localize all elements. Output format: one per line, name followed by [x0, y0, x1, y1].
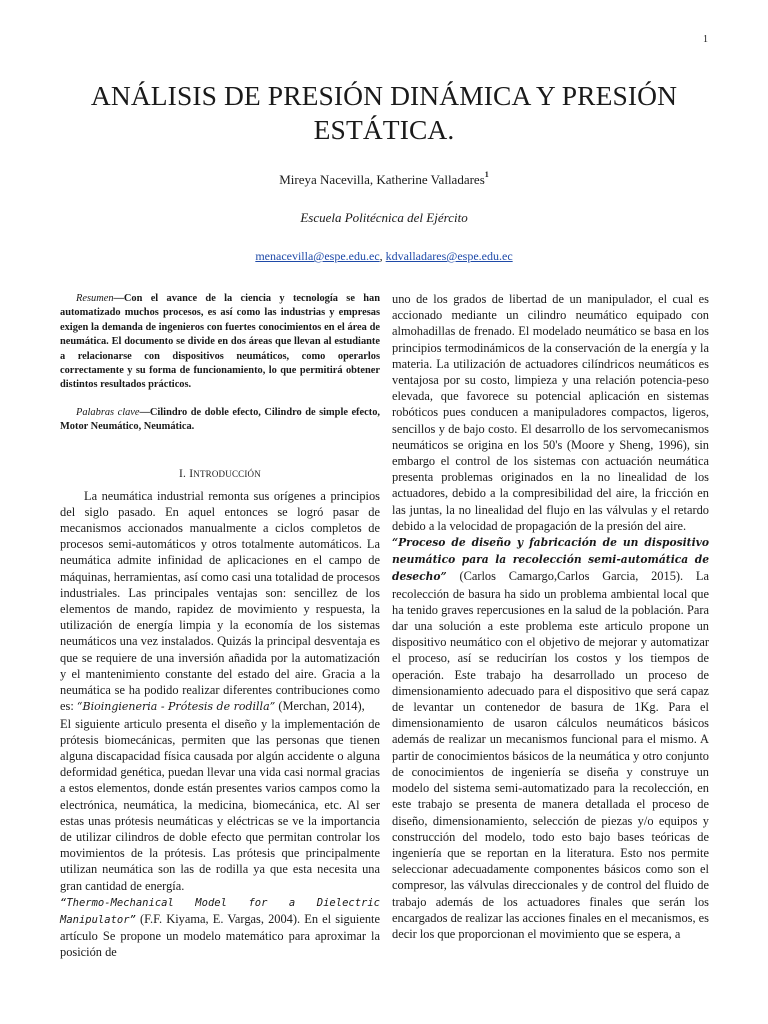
citation-title-2: “Thermo-Mechanical Model for a Dielectric Manipulator”: [60, 896, 380, 926]
citation-title-3: “Proceso de diseño y fabricación de un dispositivo neumático para la recolección semi-automática de desecho”: [392, 536, 709, 584]
right-column: [392, 291, 709, 942]
intro-paragraph-2: El siguiente articulo presenta el diseño y la implementación de prótesis biomecánicas, permiten que las personas que tienen alguna discapacidad física causada por algún accidente o alguna deformidad genética, puedan llevar una vida casi normal gracias a estos elementos, donde están presentes varios campos como la electrónica, neumática, la medicina, biomecánica, etc. Al ser estas unas prótesis neumáticas y eléctricas se ve la importancia de utilizar cilindros de doble efecto que permitan controlar los movimientos de la prótesis. Las prótesis que principalmente utilizan neumática son las de rodilla ya que esta necesita una gran cantidad de energía.: [60, 716, 380, 893]
keywords: [60, 406, 380, 435]
keywords-text: Cilindro de doble efecto, Cilindro de simple efecto, Motor Neumático, Neumática.: [60, 406, 380, 433]
section-initial: I: [189, 467, 194, 480]
abstract-dash: —: [113, 293, 124, 304]
institution: Escuela Politécnica del Ejército: [300, 210, 468, 225]
email-line: [0, 249, 768, 264]
section-heading: [60, 468, 380, 480]
section-title-rest: NTRODUCCIÓN: [193, 468, 261, 479]
page-number: 1: [703, 34, 708, 45]
abstract-text: Con el avance de la ciencia y tecnología se han automatizado muchos procesos, es así como las industrias y empresas exigen la demanda de ingenieros con fuertes conocimientos en el área de neumática. El documento se divide en dos áreas que llevan al estudiante a relacionarse con dispositivos neumáticos, como operarlos correctamente y su forma de funcionamiento, lo que permitirá obtener distintos resultados prácticos.: [60, 293, 380, 391]
intro-paragraph-3: [60, 894, 380, 961]
right-paragraph-1: uno de los grados de libertad de un manipulador, el cual es accionado mediante un cilindro neumático equipado con almohadillas de frenado. El modelado neumático se basa en los principios termodinámicos de la conservación de la energía y la materia. La utilización de actuadores cilíndricos neumáticos es ventajosa por su costo, limpieza y una relación potencia-peso elevada, que favorece su potencial aplicación en sistemas robóticos pues conducen a manipuladores compactos, ligeros, sencillos y de bajo costo. El desarrollo de los servomecanismos neumáticos se origina en los 50's (Moore y Sheng, 1996), sin embargo el control de los sistemas con actuación neumática presenta problemas originados en la no linealidad de los actuadores, debido a la compresibilidad del aire, la fricción en las juntas, la no linealidad del flujo en las válvulas y el retardo debido a la velocidad de propagación de la presión del aire.: [392, 292, 709, 533]
right-paragraph-2: [392, 534, 709, 942]
keywords-dash: —: [139, 406, 150, 418]
email-link-1[interactable]: menacevilla@espe.edu.ec: [255, 249, 380, 263]
author-footnote-marker: 1: [484, 170, 489, 179]
citation-title-1: “Bioingieneria - Prótesis de rodilla”: [76, 700, 276, 714]
citation-ref-1: (Merchan, 2014),: [275, 699, 365, 714]
abstract: [60, 292, 380, 393]
email-link-2[interactable]: kdvalladares@espe.edu.ec: [385, 249, 513, 263]
intro-text-1: La neumática industrial remonta sus orígenes a principios del siglo pasado. En aquel entonces se logró pasar de mecanismos accionados manualmente a ciclos completos de procesos semi-automáticos y otros totalmente automáticos. La neumática admite infinidad de aplicaciones en el campo de máquinas, herramientas, así como casi una totalidad de procesos industriales. Las principales ventajas son: sencillez de los elementos de mando, rapidez de movimiento y respuesta, la utilización de energía limpia y la economía de los sistemas neumáticos una vez instalados. Quizás la principal desventaja es que se requiere de una inversión añadida por la automatización y el mantenimiento constante del estado del aire. Gracia a la neumática se ha podido realizar diferentes contribuciones como es:: [60, 488, 380, 714]
intro-text-3: (F.F. Kiyama, E. Vargas, 2004). En el siguiente artículo Se propone un modelo matemático para aproximar la posición de: [60, 911, 380, 960]
section-numeral: I.: [179, 467, 190, 480]
author-names: Mireya Nacevilla, Katherine Valladares: [279, 172, 485, 187]
paper-title: ANÁLISIS DE PRESIÓN DINÁMICA Y PRESIÓN ESTÁTICA.: [90, 80, 678, 145]
abstract-label: Resumen: [76, 293, 114, 304]
email-separator: ,: [379, 249, 386, 263]
author-list: [0, 172, 768, 188]
right-text-2: (Carlos Camargo,Carlos Garcia, 2015). La recolección de basura ha sido un problema ambiental local que ha tenido graves repercusiones en la salud de la población. Para dar una solución a este problema este articulo propone un dispositivo neumático con el objetivo de mejorar y automatizar el proceso, así se reducirían los costos y los tiempos de operación. Este trabajo ha desarrollado un proceso de dimensionamiento adecuado para el dispositivo que será capaz de levantar un contenedor de basura de 1Kg. Para el dimensionamiento de usaron cálculos neumáticos básicos además de realizar un mecanismos funcional para el mismo. A partir de conocimientos básicos de la neumática y otro conjunto de conocimientos de ingeniería se diseña y construye un modelo del sistema semi-automatizado para la recolección, en este trabajo se presenta de manera detallada el proceso de diseño, dimensionamiento, selección de piezas y/o equipos y construcción del modelo, todo esto bajo bases teóricas de ingeniería que se reportan en la literatura. Esto nos permite seleccionar adecuadamente componentes básicos como son el compresor, las válvulas direccionales y de control del fluido de trabajo además de los actuadores finales que serán los encargados de realizar las acciones finales en el mecanismos, es decir los que proporcionan el movimiento que se espera, a: [392, 569, 709, 941]
left-column: [60, 292, 380, 961]
keywords-label: Palabras clave: [76, 406, 140, 418]
intro-paragraph-1: [60, 488, 380, 716]
